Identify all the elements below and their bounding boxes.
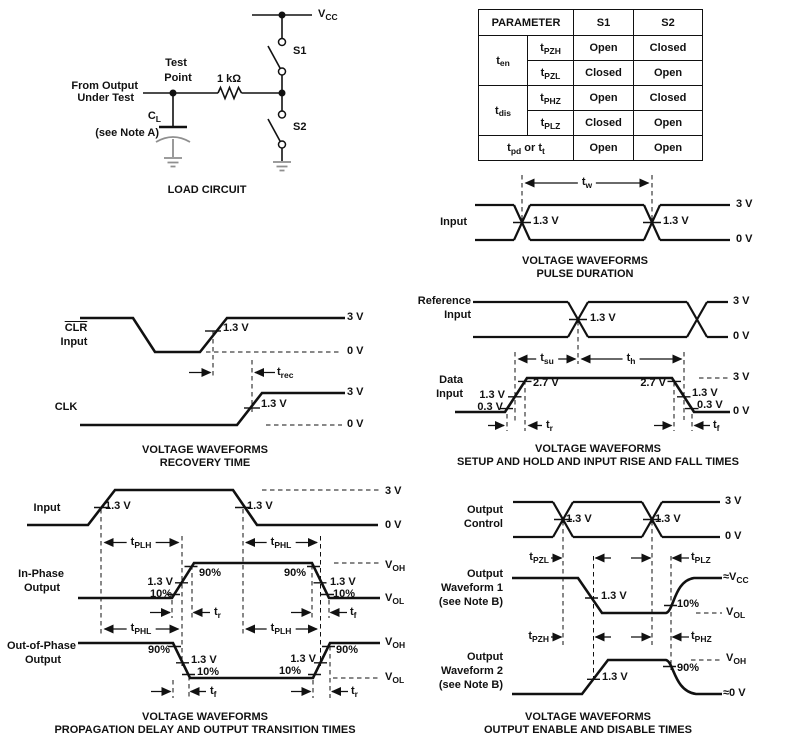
inphase-voh-label: $V_{OH}$ (385, 559, 406, 573)
prop-3v-label: 3 V (385, 485, 402, 497)
pulse-title-line2: PULSE DURATION (536, 268, 634, 280)
test-point-label-line2: Point (164, 72, 192, 84)
output-control-label-line2: Control (463, 518, 503, 530)
switch-s1-bottom-contact (279, 68, 286, 75)
reference-input-label-line1: Reference (417, 295, 471, 307)
load-circuit-drawing (143, 12, 312, 171)
pulse-input-label: Input (440, 216, 467, 228)
clk-0v-label: 0 V (347, 418, 364, 430)
outphase-10pct-fall-label: 10% (197, 666, 220, 678)
clk-3v-label: 3 V (347, 386, 364, 398)
waveform2-label-line1: Output (466, 651, 503, 663)
outphase-v13-fall-label: 1.3 V (191, 654, 217, 666)
data-v03-right-label: 0.3 V (697, 399, 723, 411)
cell-value: Open (574, 86, 634, 111)
pulse-0v-label: 0 V (736, 233, 753, 245)
tpzh-cell: $t_{PZH}$ (528, 36, 574, 61)
table-row (479, 136, 703, 161)
cell-value: Closed (634, 36, 703, 61)
waveform1-label-line1: Output (466, 568, 503, 580)
resistor-label: 1 kΩ (216, 73, 242, 85)
th-label: $t_h$ (623, 352, 640, 365)
ctl-0v-label: 0 V (725, 530, 742, 542)
outphase-vol-label: $V_{OL}$ (385, 671, 405, 685)
switch-s2-top-contact (279, 111, 286, 118)
recovery-title-line2: RECOVERY TIME (159, 457, 251, 469)
setup-title-line1: VOLTAGE WAVEFORMS (535, 443, 661, 455)
cell-value: Open (574, 136, 634, 161)
tr-label-setup: $t_r$ (546, 419, 553, 433)
clr-vref-label: 1.3 V (223, 322, 249, 334)
inphase-10pct-fall-label: 10% (333, 588, 356, 600)
from-output-label-line1: From Output (71, 80, 138, 92)
switch-s2-bottom-contact (279, 141, 286, 148)
tplz-cell: $t_{PLZ}$ (528, 111, 574, 136)
switch-table (478, 9, 703, 161)
tphz-cell: $t_{PHZ}$ (528, 86, 574, 111)
clr-3v-label: 3 V (347, 311, 364, 323)
outphase-v13-rise-label: 1.3 V (290, 653, 316, 665)
header-s1: S1 (574, 10, 634, 36)
tplh-label-2: $t_{PLH}$ (267, 622, 296, 635)
pulse-vref-left-label: 1.3 V (533, 215, 559, 227)
inphase-v13-rise-label: 1.3 V (147, 576, 173, 588)
outphase-voh-label: $V_{OH}$ (385, 636, 406, 650)
in-phase-label-line2: Output (23, 582, 60, 594)
inphase-vol-label: $V_{OL}$ (385, 592, 405, 606)
ref-vref-label: 1.3 V (590, 312, 616, 324)
tf-label-inphase: $t_f$ (350, 606, 357, 620)
clr-label: $\overline{CLR}$ (64, 322, 88, 334)
test-point-label-line1: Test (165, 57, 187, 69)
output-control-waveform (513, 502, 720, 537)
ground-symbol-left (164, 158, 182, 167)
load-circuit-title: LOAD CIRCUIT (167, 184, 247, 196)
header-parameter: PARAMETER (479, 10, 574, 36)
pulse-title-line1: VOLTAGE WAVEFORMS (522, 255, 648, 267)
approx-vcc-label: $\approx V_{CC}$ (723, 571, 749, 585)
data-input-label-line1: Data (439, 374, 463, 386)
tphl-label-2: $t_{PHL}$ (127, 622, 156, 635)
tpd-tt-cell: $t_{pd}$ or $t_t$ (479, 136, 574, 161)
wf2-voh-label: $V_{OH}$ (726, 652, 747, 666)
data-v13-right-label: 1.3 V (692, 387, 718, 399)
out-of-phase-output-waveform (78, 643, 380, 678)
resistor-symbol (218, 88, 242, 99)
data-v27-left-label: 2.7 V (533, 377, 559, 389)
wf1-vol-label: $V_{OL}$ (726, 606, 746, 620)
setup-title-line2: SETUP AND HOLD AND INPUT RISE AND FALL TIMES (457, 456, 739, 468)
wf1-vref-label: 1.3 V (601, 590, 627, 602)
table-row (479, 36, 703, 61)
table-row (479, 86, 703, 111)
enable-title-line2: OUTPUT ENABLE AND DISABLE TIMES (484, 724, 692, 736)
clr-0v-label: 0 V (347, 345, 364, 357)
clk-waveform (80, 393, 345, 425)
cell-value: Open (634, 111, 703, 136)
s2-label: S2 (293, 121, 307, 133)
outphase-10pct-rise-label: 10% (278, 665, 301, 677)
in-phase-label-line1: In-Phase (18, 568, 64, 580)
cell-value: Open (574, 36, 634, 61)
tplh-label-1: $t_{PLH}$ (127, 536, 156, 549)
prop-input-label: Input (33, 502, 61, 514)
waveform2-label-line2: Waveform 2 (441, 665, 503, 677)
clk-label: CLK (54, 401, 78, 413)
data-v27-right-label: 2.7 V (640, 377, 666, 389)
tr-label-inphase: $t_r$ (214, 606, 221, 620)
data-input-label-line2: Input (436, 388, 463, 400)
tf-label-outphase: $t_f$ (210, 685, 217, 699)
note-a-label: (see Note A) (95, 127, 159, 139)
data-v13-left-label: 1.3 V (479, 389, 505, 401)
inphase-10pct-rise-label: 10% (149, 588, 172, 600)
pulse-vref-right-label: 1.3 V (663, 215, 689, 227)
tf-label-setup: $t_f$ (713, 419, 720, 433)
tpzh-label: $t_{PZH}$ (528, 630, 549, 644)
cell-value: Open (634, 136, 703, 161)
approx-0v-label: ≈0 V (723, 687, 746, 699)
header-s2: S2 (634, 10, 703, 36)
waveform1-label-line3: (see Note B) (438, 596, 503, 608)
switch-s1-blade (268, 46, 280, 68)
pulse-duration-drawing (475, 175, 730, 240)
tdis-cell: $t_{dis}$ (479, 86, 528, 136)
out-of-phase-label-line2: Output (24, 654, 61, 666)
ref-0v-label: 0 V (733, 330, 750, 342)
vcc-label: $V_{CC}$ (318, 8, 338, 22)
output-control-label-line1: Output (466, 504, 503, 516)
ctl-3v-label: 3 V (725, 495, 742, 507)
tphz-label: $t_{PHZ}$ (691, 630, 712, 644)
trec-label: $t_{rec}$ (277, 366, 294, 380)
cell-value: Closed (574, 111, 634, 136)
ctl-vref-left-label: 1.3 V (566, 513, 592, 525)
table-header-row (479, 10, 703, 36)
wf2-vref-label: 1.3 V (602, 671, 628, 683)
prop-title-line1: VOLTAGE WAVEFORMS (142, 711, 268, 723)
cell-value: Open (634, 61, 703, 86)
data-0v-label: 0 V (733, 405, 750, 417)
input-vref-fall-label: 1.3 V (247, 500, 273, 512)
inphase-90pct-rise-label: 90% (199, 567, 222, 579)
from-output-label-line2: Under Test (77, 92, 134, 104)
ground-symbol-right (273, 162, 291, 171)
outphase-90pct-fall-label: 90% (147, 644, 170, 656)
tpzl-label: $t_{PZL}$ (529, 551, 549, 565)
tr-label-outphase: $t_r$ (351, 685, 358, 699)
input-waveform (27, 490, 378, 525)
prop-0v-label: 0 V (385, 519, 402, 531)
inphase-v13-fall-label: 1.3 V (330, 576, 356, 588)
wf1-10pct-label: 10% (677, 598, 700, 610)
out-of-phase-label-line1: Out-of-Phase (6, 640, 76, 652)
waveform2-label-line3: (see Note B) (438, 679, 503, 691)
data-v03-left-label: 0.3 V (477, 401, 503, 413)
tw-label: $t_w$ (578, 176, 596, 189)
cell-value: Closed (574, 61, 634, 86)
inphase-90pct-fall-label: 90% (283, 567, 306, 579)
tpzl-cell: $t_{PZL}$ (528, 61, 574, 86)
s1-label: S1 (293, 45, 307, 57)
data-3v-label: 3 V (733, 371, 750, 383)
pulse-3v-label: 3 V (736, 198, 753, 210)
clr-input-label: Input (60, 336, 88, 348)
prop-title-line2: PROPAGATION DELAY AND OUTPUT TRANSITION TIMES (54, 724, 356, 736)
switch-s1-top-contact (279, 39, 286, 46)
ctl-vref-right-label: 1.3 V (655, 513, 681, 525)
reference-input-label-line2: Input (444, 309, 471, 321)
cell-value: Closed (634, 86, 703, 111)
ten-cell: $t_{en}$ (479, 36, 528, 86)
cl-label: $C_L$ (147, 110, 161, 124)
recovery-title-line1: VOLTAGE WAVEFORMS (142, 444, 268, 456)
recovery-drawing (80, 318, 345, 425)
ref-3v-label: 3 V (733, 295, 750, 307)
waveform1-label-line2: Waveform 1 (441, 582, 503, 594)
enable-title-line1: VOLTAGE WAVEFORMS (525, 711, 651, 723)
tphl-label-1: $t_{PHL}$ (267, 536, 296, 549)
tplz-label: $t_{PLZ}$ (691, 551, 711, 565)
outphase-90pct-rise-label: 90% (336, 644, 359, 656)
switch-s2-blade (268, 119, 280, 141)
input-vref-rise-label: 1.3 V (105, 500, 131, 512)
tsu-label: $t_{su}$ (536, 352, 558, 365)
wf2-90pct-label: 90% (677, 662, 700, 674)
clk-vref-label: 1.3 V (261, 398, 287, 410)
